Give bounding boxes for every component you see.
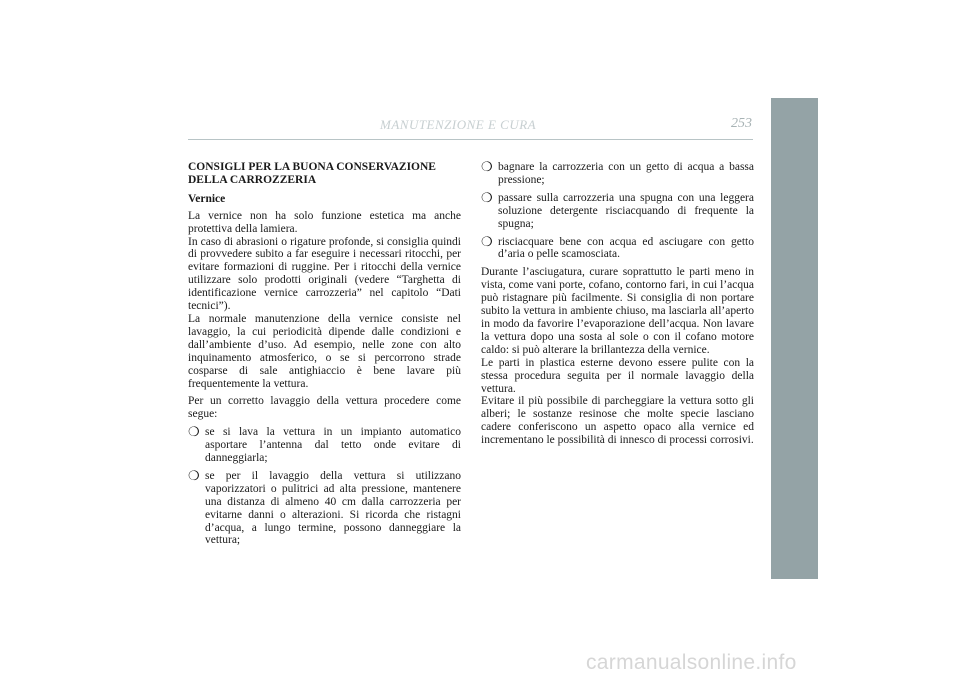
bullet-icon: ❍ <box>481 233 493 249</box>
watermark: carmanualsonline.info <box>586 651 797 674</box>
bullet-icon: ❍ <box>481 159 493 174</box>
paragraph: In caso di abrasioni o rigature profonde, si consiglia quindi di provvedere subito a far eseguire i necessari ritocchi, per evitare formazioni di ruggine. Per i ritocchi della vernice utilizzare solo prodotti originali (vedere “Targhetta di identificazione vernice carrozzeria” nel capitolo “Dati tecnici”). <box>188 235 461 313</box>
paragraph: La vernice non ha solo funzione estetica ma anche protettiva della lamiera. <box>188 209 461 235</box>
list-item-text: bagnare la carrozzeria con un getto di acqua a bassa pressione; <box>498 161 754 186</box>
left-column <box>188 161 461 552</box>
page-number: 253 <box>731 116 752 131</box>
list-item <box>481 233 754 262</box>
bullet-icon: ❍ <box>188 467 200 483</box>
paragraph: La normale manutenzione della vernice consiste nel lavaggio, la cui periodicità dipende dalle condizioni e dall’ambiente d’uso. Ad esempio, nelle zone con alto inquinamento atmosferico, o se si percorrono strade cosparse di sale antighiaccio è bene lavare più frequentemente la vettura. <box>188 312 461 390</box>
paragraph: Per un corretto lavaggio della vettura procedere come segue: <box>188 395 461 421</box>
list-item-text: passare sulla carrozzeria una spugna con una leggera soluzione detergente risciacquando di frequente la spugna; <box>498 191 754 230</box>
bullet-icon: ❍ <box>481 189 493 205</box>
right-column <box>481 161 754 452</box>
bullet-list <box>188 426 461 547</box>
list-item-text: se si lava la vettura in un impianto automatico asportare l’antenna dal tetto onde evitare di danneggiarla; <box>205 426 461 465</box>
section-title: MANUTENZIONE E CURA <box>380 117 537 132</box>
paragraph: Evitare il più possibile di parcheggiare la vettura sotto gli alberi; le sostanze resinose che molte specie lasciano cadere conferiscono un aspetto opaco alla vernice ed incrementano le possibilità di innesco di processi corrosivi. <box>481 395 754 447</box>
list-item <box>188 426 461 465</box>
list-item-text: risciacquare bene con acqua ed asciugare con getto d’aria o pelle scamosciata. <box>498 235 754 261</box>
bullet-list <box>481 161 754 261</box>
list-item <box>481 189 754 231</box>
paragraph: Durante l’asciugatura, curare soprattutto le parti meno in vista, come vani porte, cofano, contorno fari, in cui l’acqua può ristagnare più facilmente. Si consiglia di non portare subito la vettura in ambiente chiuso, ma lasciarla all’aperto in modo da favorire l’evaporazione dell’acqua. Non lavare la vettura dopo una sosta al sole o con il cofano motore caldo: si può alterare la brillantezza della vernice. <box>481 266 754 356</box>
section-heading: CONSIGLI PER LA BUONA CONSERVAZIONE DELLA CARROZZERIA <box>188 161 436 186</box>
bullet-icon: ❍ <box>188 424 200 440</box>
list-item-text: se per il lavaggio della vettura si utilizzano vaporizzatori o pulitrici ad alta pressione, mantenere una distanza di almeno 40 cm dalla carrozzeria per evitarne danni o alterazioni. Si ricorda che ristagni d’acqua, a lungo termine, possono danneggiare la vettura; <box>205 469 461 547</box>
list-item <box>481 161 754 187</box>
paragraph: Le parti in plastica esterne devono essere pulite con la stessa procedura seguita per il normale lavaggio della vettura. <box>481 356 754 395</box>
chapter-side-tab <box>771 98 818 579</box>
subheading-vernice: Vernice <box>188 192 226 205</box>
list-item <box>188 467 461 547</box>
